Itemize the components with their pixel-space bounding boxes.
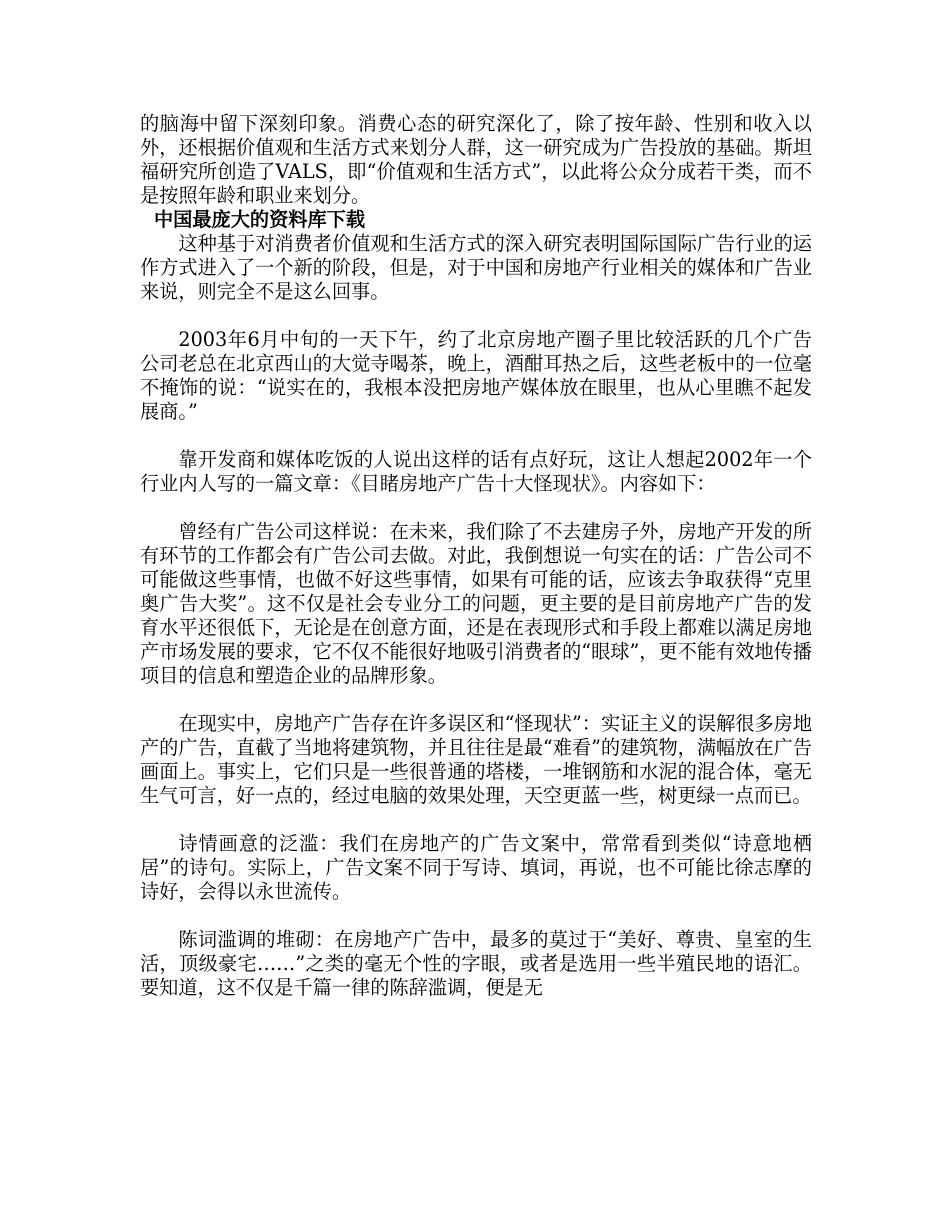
document-page <box>140 112 812 1000</box>
paragraph-intro: 的脑海中留下深刻印象。消费心态的研究深化了，除了按年龄、性别和收入以外，还根据价值观和生活方式来划分人群，这一研究成为广告投放的基础。斯坦福研究所创造了VALS，即“价值观和生活方式”，以此将公众分成若干类，而不是按照年龄和职业来划分。 <box>140 112 812 207</box>
paragraph-cliches: 陈词滥调的堆砌：在房地产广告中，最多的莫过于“美好、尊贵、皇室的生活，顶级豪宅……”之类的毫无个性的字眼，或者是选用一些半殖民地的语汇。要知道，这不仅是千篇一律的陈辞滥调，便是无 <box>140 928 812 999</box>
paragraph-ad-company: 曾经有广告公司这样说：在未来，我们除了不去建房子外，房地产开发的所有环节的工作都会有广告公司去做。对此，我倒想说一句实在的话：广告公司不可能做这些事情，也做不好这些事情，如果有可能的话，应该去争取获得“克里奥广告大奖”。这不仅是社会专业分工的问题，更主要的是目前房地产广告的发育水平还很低下，无论是在创意方面，还是在表现形式和手段上都难以满足房地产市场发展的要求，它不仅不能很好地吸引消费者的“眼球”，更不能有效地传播项目的信息和塑造企业的品牌形象。 <box>140 520 812 687</box>
section-heading: 中国最庞大的资料库下载 <box>154 208 366 231</box>
paragraph-poetry: 诗情画意的泛滥：我们在房地产的广告文案中，常常看到类似“诗意地栖居”的诗句。实际上，广告文案不同于写诗、填词，再说，也不可能比徐志摩的诗好，会得以永世流传。 <box>140 832 812 903</box>
paragraph-values-lifestyle: 这种基于对消费者价值观和生活方式的深入研究表明国际国际广告行业的运作方式进入了一个新的阶段，但是，对于中国和房地产行业相关的媒体和广告业来说，则完全不是这么回事。 <box>140 232 812 303</box>
paragraph-tea-meeting: 2003年6月中旬的一天下午，约了北京房地产圈子里比较活跃的几个广告公司老总在北京西山的大觉寺喝茶，晚上，酒酣耳热之后，这些老板中的一位毫不掩饰的说：“说实在的，我根本没把房地产媒体放在眼里，也从心里瞧不起发展商。” <box>140 328 812 423</box>
paragraph-positivism: 在现实中，房地产广告存在许多误区和“怪现状”：实证主义的误解很多房地产的广告，直截了当地将建筑物，并且往往是最“难看”的建筑物，满幅放在广告画面上。事实上，它们只是一些很普通的塔楼，一堆钢筋和水泥的混合体，毫无生气可言，好一点的，经过电脑的效果处理，天空更蓝一些，树更绿一点而已。 <box>140 712 813 807</box>
paragraph-article-reference: 靠开发商和媒体吃饭的人说出这样的话有点好玩，这让人想起2002年一个行业内人写的一篇文章：《目睹房地产广告十大怪现状》。内容如下： <box>140 448 812 495</box>
